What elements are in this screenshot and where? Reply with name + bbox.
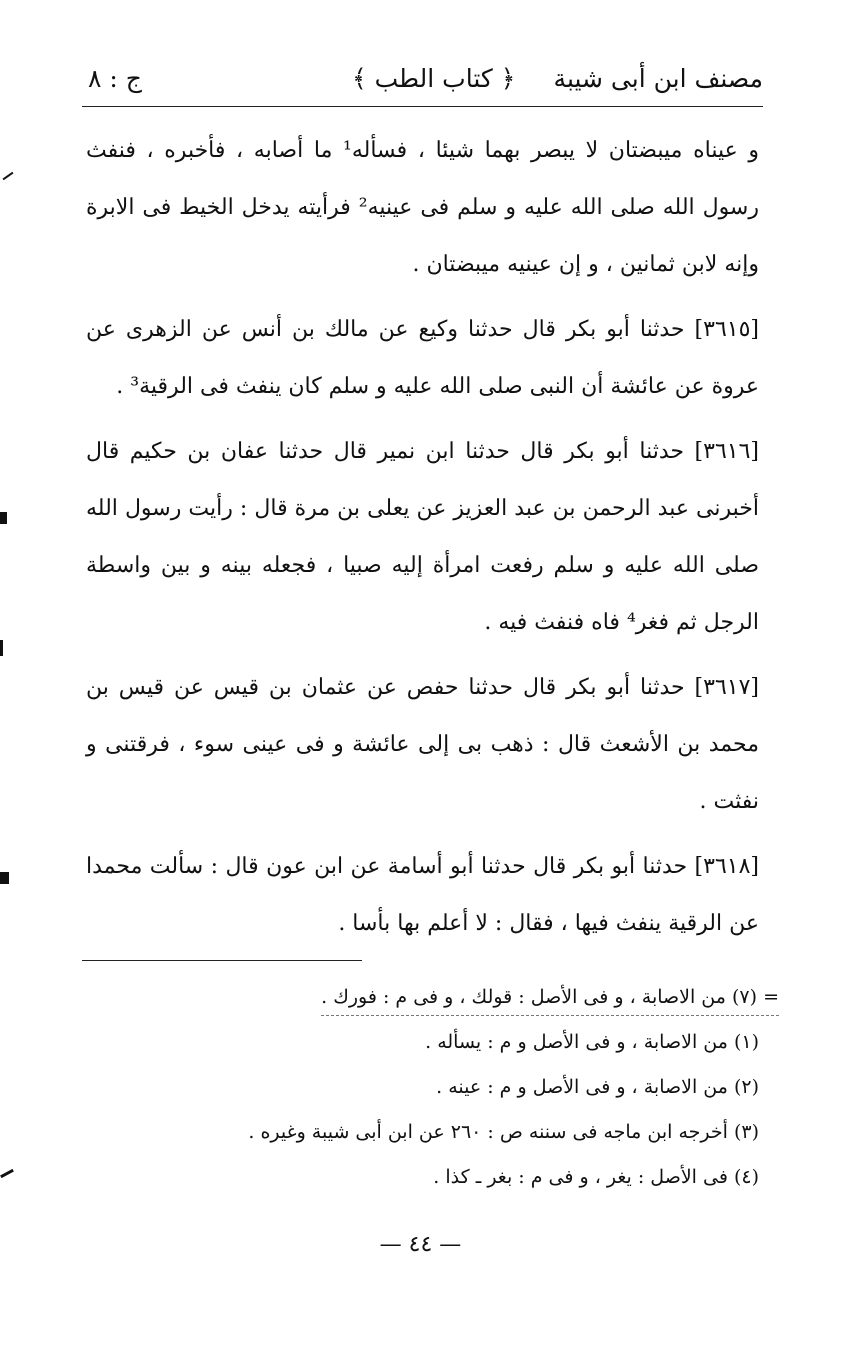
footnote-2: (٢) من الاصابة ، و فى الأصل و م : عينه .	[436, 1076, 759, 1098]
margin-scan-mark	[0, 872, 9, 884]
book-title: مصنف ابن أبى شيبة	[553, 64, 763, 93]
footnote-separator	[82, 960, 362, 961]
hadith-3615: [٣٦١٥] حدثنا أبو بكر قال حدثنا وكيع عن مالك بن أنس عن الزهرى عن عروة عن عائشة أن النبى صلى الله عليه و سلم كان ينفث فى الرقية³ .	[86, 317, 759, 399]
margin-scan-mark	[0, 512, 7, 524]
footnote-continued: = (٧) من الاصابة ، و فى الأصل : قولك ، و فى م : فورك .	[321, 975, 779, 1020]
footnote-3: (٣) أخرجه ابن ماجه فى سننه ص : ٢٦٠ عن ابن أبى شيبة وغيره .	[248, 1121, 759, 1143]
margin-scan-mark	[3, 172, 14, 181]
hadith-3618: [٣٦١٨] حدثنا أبو بكر قال حدثنا أبو أسامة عن ابن عون قال : سألت محمدا عن الرقية ينفث فيها ، فقال : لا أعلم بها بأسا .	[86, 854, 759, 936]
footnote-4: (٤) فى الأصل : يغر ، و فى م : بغر ـ كذا .	[433, 1166, 759, 1188]
running-header	[82, 62, 763, 107]
chapter-title: ﴿ كتاب الطب ﴾	[352, 64, 516, 93]
paragraph-continuation: و عيناه ميبضتان لا يبصر بهما شيئا ، فسأله¹ ما أصابه ، فأخبره ، فنفث رسول الله صلى الله عليه و سلم فى عينيه² فرأيته يدخل الخيط فى الابرة وإنه لابن ثمانين ، و إن عينيه ميبضتان .	[86, 138, 759, 277]
page-number: — ٤٤ —	[379, 1232, 462, 1257]
footnotes	[220, 975, 779, 1200]
main-text	[86, 122, 759, 952]
footnote-1: (١) من الاصابة ، و فى الأصل و م : يسأله .	[425, 1031, 759, 1053]
hadith-3616: [٣٦١٦] حدثنا أبو بكر قال حدثنا ابن نمير قال حدثنا عفان بن حكيم قال أخبرنى عبد الرحمن بن عبد العزيز عن يعلى بن مرة قال : رأيت رسول الله صلى الله عليه و سلم رفعت امرأة إليه صبيا ، فجعله بينه و بين واسطة الرجل ثم فغر⁴ فاه فنفث فيه .	[86, 439, 759, 635]
volume-label: ج : ٨	[88, 64, 142, 93]
margin-scan-mark	[0, 640, 3, 656]
hadith-3617: [٣٦١٧] حدثنا أبو بكر قال حدثنا حفص عن عثمان بن قيس عن قيس بن محمد بن الأشعث قال : ذهب بى إلى عائشة و فى عينى سوء ، فرقتنى و نفثت .	[86, 675, 759, 814]
margin-scan-mark	[0, 1169, 14, 1178]
